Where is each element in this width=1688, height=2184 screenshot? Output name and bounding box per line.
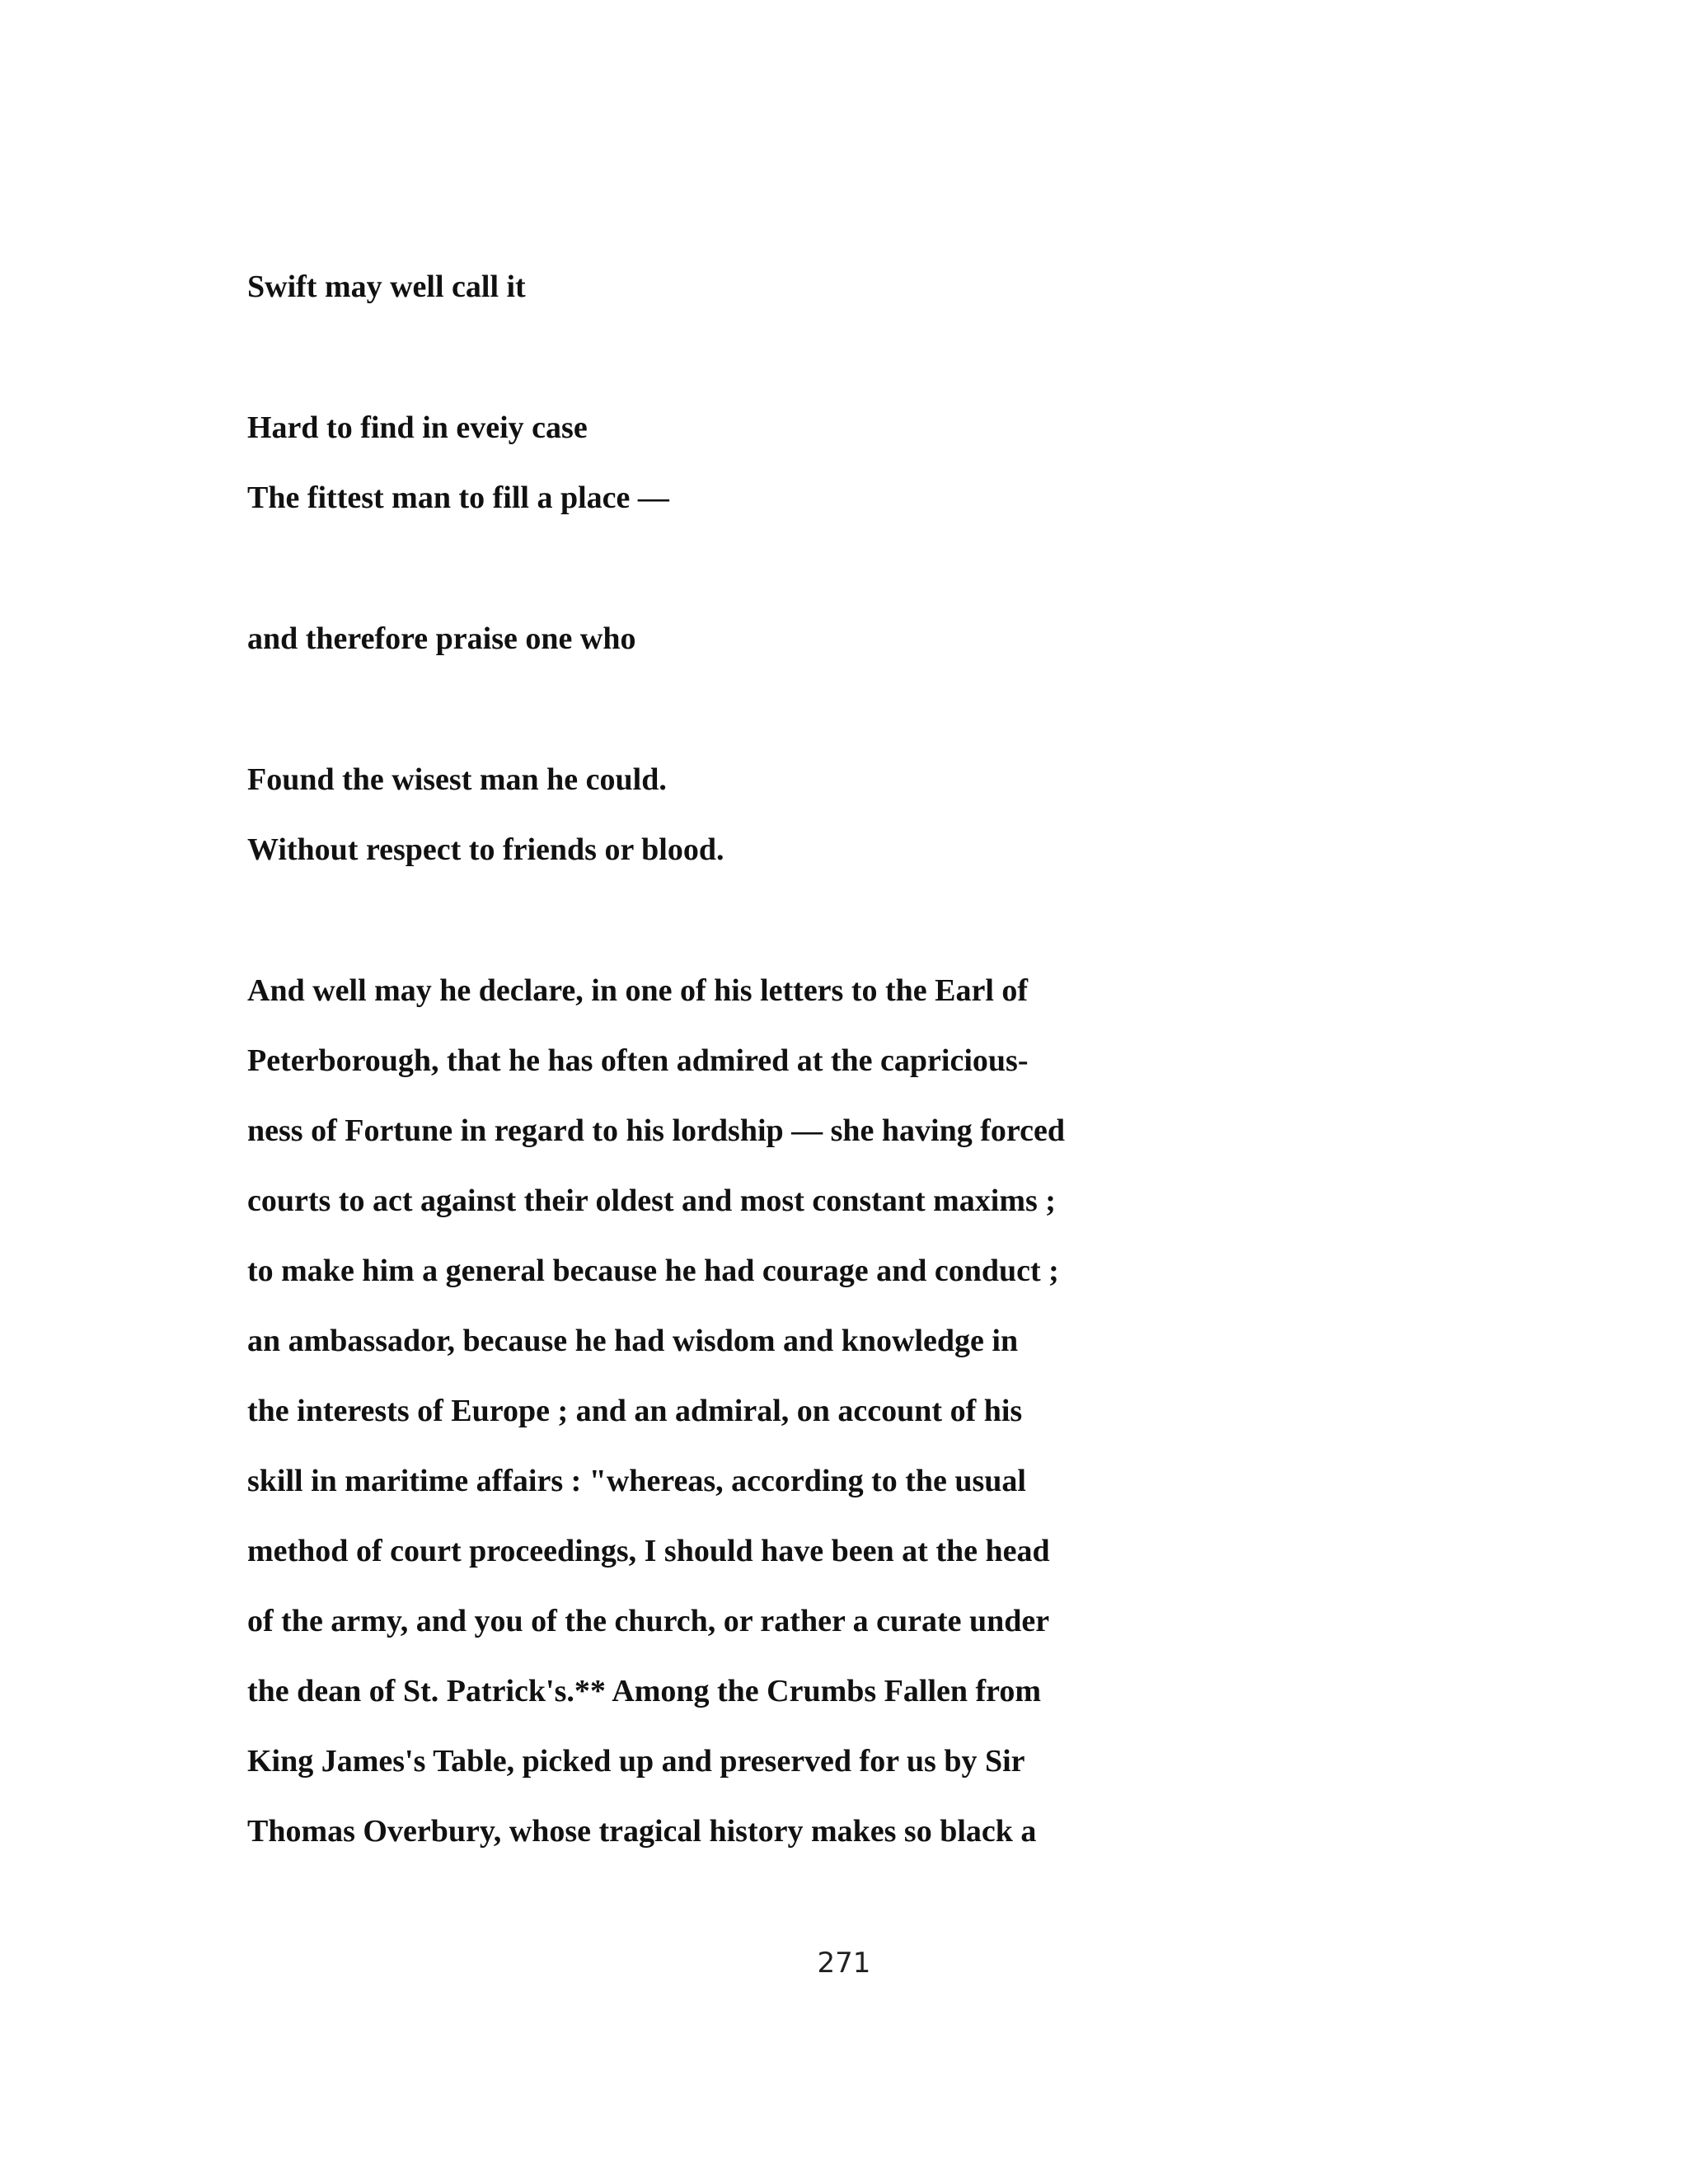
text-line-intro: Swift may well call it: [247, 269, 526, 304]
paragraph-line: an ambassador, because he had wisdom and knowledge in: [247, 1324, 1019, 1358]
paragraph-line: Peterborough, that he has often admired at the capricious-: [247, 1043, 1029, 1078]
verse-line-1: Hard to find in eveiy case: [247, 410, 588, 445]
verse-line-4: Without respect to friends or blood.: [247, 832, 724, 867]
page-number: 271: [817, 1947, 871, 1980]
paragraph-line: And well may he declare, in one of his letters to the Earl of: [247, 973, 1029, 1008]
verse-line-3: Found the wisest man he could.: [247, 762, 667, 797]
paragraph-line: method of court proceedings, I should have been at the head: [247, 1534, 1050, 1568]
paragraph-line: courts to act against their oldest and most constant maxims ;: [247, 1183, 1056, 1218]
text-line-middle: and therefore praise one who: [247, 621, 636, 656]
paragraph-line: ness of Fortune in regard to his lordship — she having forced: [247, 1113, 1065, 1148]
paragraph-line: to make him a general because he had courage and conduct ;: [247, 1254, 1059, 1288]
verse-line-2: The fittest man to fill a place —: [247, 480, 669, 515]
paragraph-line: of the army, and you of the church, or rather a curate under: [247, 1604, 1050, 1638]
paragraph-line: the interests of Europe ; and an admiral, on account of his: [247, 1394, 1023, 1428]
paragraph-line: skill in maritime affairs : "whereas, according to the usual: [247, 1464, 1026, 1498]
paragraph-line: Thomas Overbury, whose tragical history makes so black a: [247, 1814, 1037, 1849]
paragraph-line: the dean of St. Patrick's.** Among the Crumbs Fallen from: [247, 1674, 1041, 1708]
paragraph-line: King James's Table, picked up and preserved for us by Sir: [247, 1744, 1025, 1779]
